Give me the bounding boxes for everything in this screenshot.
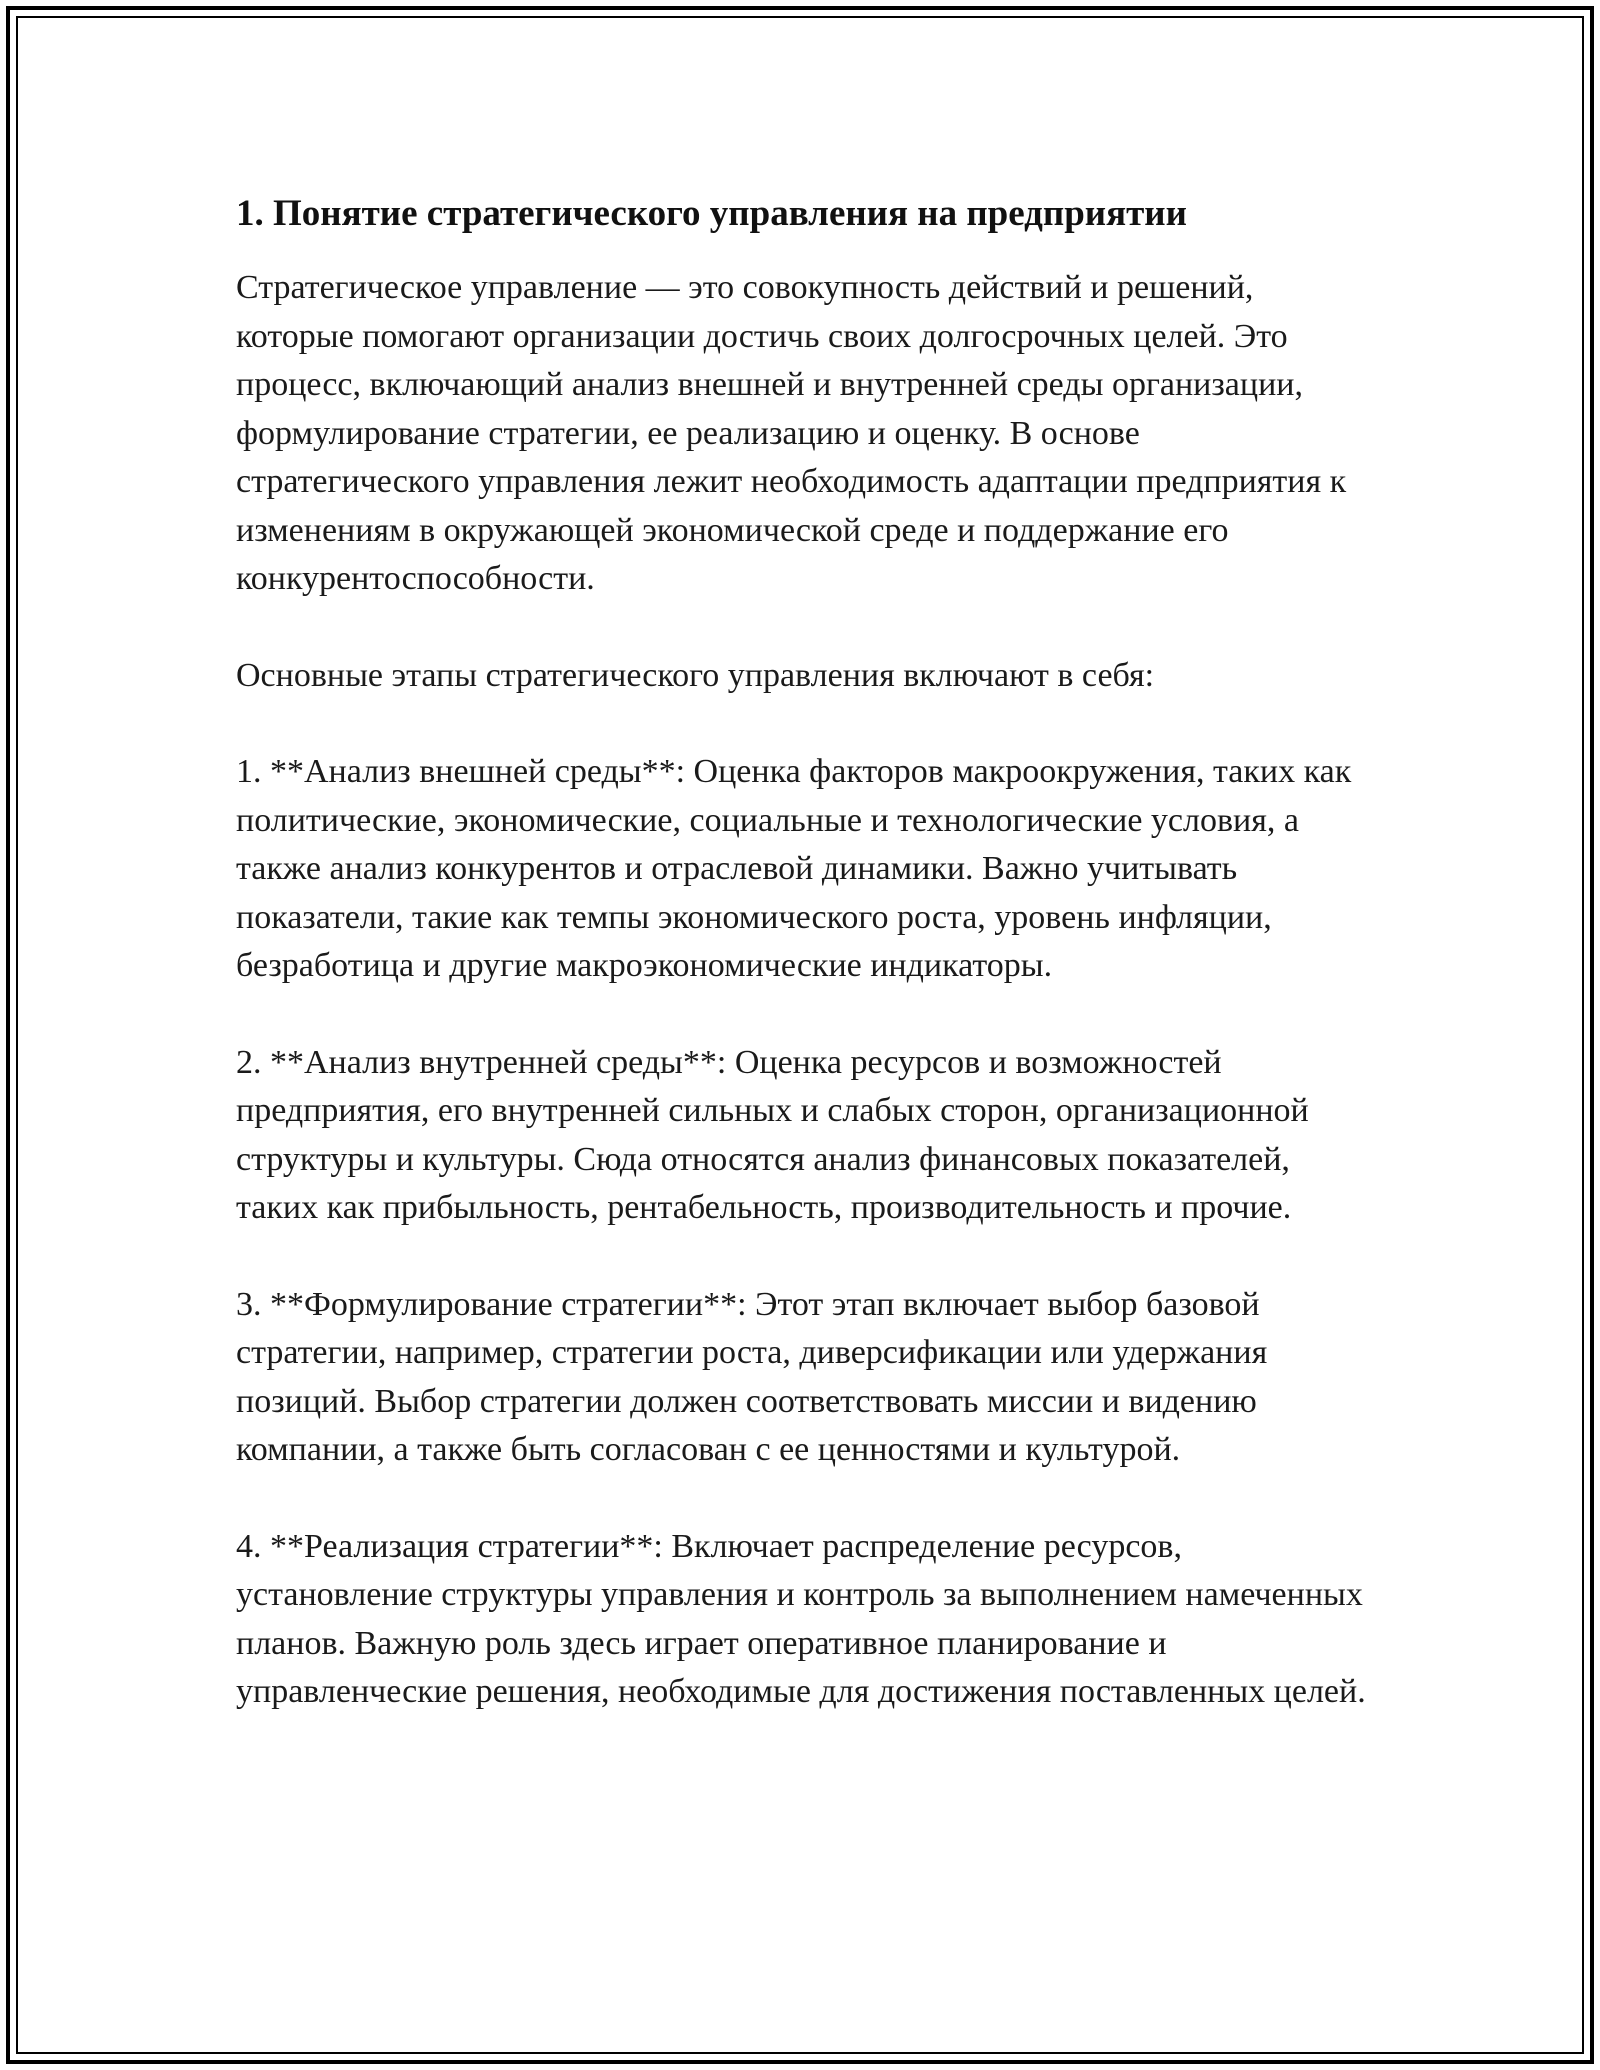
stage-2-paragraph: 2. **Анализ внутренней среды**: Оценка ресурсов и возможностей предприятия, его внутренней сильных и слабых сторон, организационной структуры и культуры. Сюда относятся анализ финансовых показателей, таких как прибыльность, рентабельность, производительность и прочие.	[236, 1043, 1309, 1226]
stage-1-paragraph: 1. **Анализ внешней среды**: Оценка факторов макроокружения, таких как политические, экономические, социальные и технологические условия, а также анализ конкурентов и отраслевой динамики. Важно учитывать показатели, такие как темпы экономического роста, уровень инфляции, безработица и другие макроэкономические индикаторы.	[236, 753, 1352, 984]
document-body	[236, 186, 1376, 1765]
intro-paragraph: Стратегическое управление — это совокупность действий и решений, которые помогают организации достичь своих долгосрочных целей. Это процесс, включающий анализ внешней и внутренней среды организации, формулирование стратегии, ее реализацию и оценку. В основе стратегического управления лежит необходимость адаптации предприятия к изменениям в окружающей экономической среде и поддержание его конкурентоспособности.	[236, 269, 1347, 597]
section-title: 1. Понятие стратегического управления на предприятии	[236, 193, 1187, 234]
stage-3-paragraph: 3. **Формулирование стратегии**: Этот этап включает выбор базовой стратегии, например, стратегии роста, диверсификации или удержания позиций. Выбор стратегии должен соответствовать миссии и видению компании, а также быть согласован с ее ценностями и культурой.	[236, 1285, 1268, 1468]
stage-4-paragraph: 4. **Реализация стратегии**: Включает распределение ресурсов, установление структуры управления и контроль за выполнением намеченных планов. Важную роль здесь играет оперативное планирование и управленческие решения, необходимые для достижения поставленных целей.	[236, 1527, 1366, 1710]
stages-intro-paragraph: Основные этапы стратегического управления включают в себя:	[236, 656, 1155, 694]
